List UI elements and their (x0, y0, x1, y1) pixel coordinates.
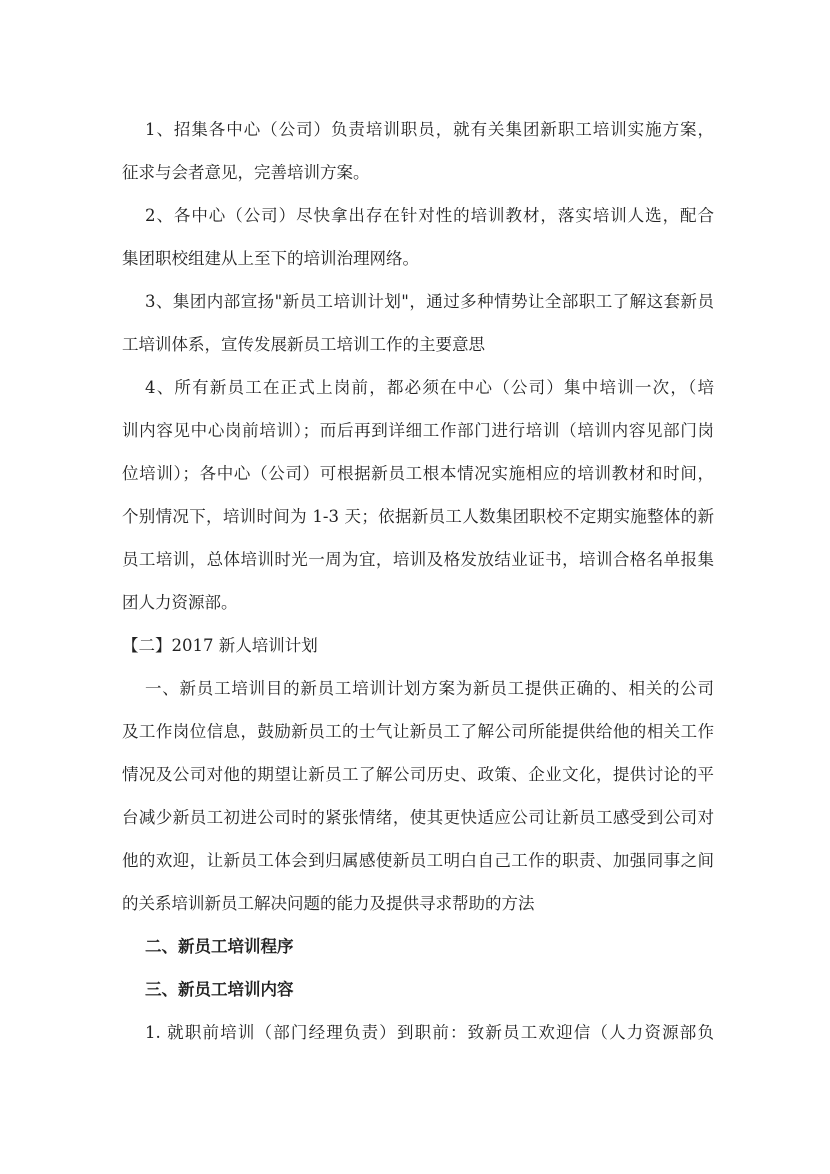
text-line: 【二】2017 新人培训计划 (122, 636, 318, 655)
text-line: 训内容见中心岗前培训）；而后再到详细工作部门进行培训（培训内容见部门岗 (122, 421, 714, 440)
text-line: 的关系培训新员工解决问题的能力及提供寻求帮助的方法 (122, 894, 535, 913)
text-line: 及工作岗位信息，鼓励新员工的士气让新员工了解公司所能提供给他的相关工作 (122, 722, 714, 741)
paragraph (122, 1011, 714, 1054)
text-line: 4、所有新员工在正式上岗前，都必须在中心（公司）集中培训一次，（培 (145, 378, 714, 397)
section-heading (122, 968, 714, 1011)
paragraph (122, 667, 714, 925)
text-line: 集团职校组建从上至下的培训治理网络。 (122, 249, 419, 268)
document-page (122, 108, 714, 1054)
text-line: 团人力资源部。 (122, 593, 238, 612)
paragraph (122, 194, 714, 280)
text-line: 3、集团内部宣扬"新员工培训计划"，通过多种情势让全部职工了解这套新员 (145, 292, 714, 311)
text-line: 1. 就职前培训（部门经理负责）到职前：致新员工欢迎信（人力资源部负 (145, 1023, 714, 1042)
text-line: 位培训）；各中心（公司）可根据新员工根本情况实施相应的培训教材和时间， (122, 464, 714, 483)
text-line: 一、新员工培训目的新员工培训计划方案为新员工提供正确的、相关的公司 (145, 679, 714, 698)
text-line: 二、新员工培训程序 (145, 937, 294, 956)
text-line: 三、新员工培训内容 (145, 980, 294, 999)
text-line: 个别情况下，培训时间为 1-3 天；依据新员工人数集团职校不定期实施整体的新 (122, 507, 714, 526)
text-line: 情况及公司对他的期望让新员工了解公司历史、政策、企业文化，提供讨论的平 (122, 765, 714, 784)
paragraph (122, 280, 714, 366)
text-line: 工培训体系，宣传发展新员工培训工作的主要意思 (122, 335, 485, 354)
text-line: 他的欢迎，让新员工体会到归属感使新员工明白自己工作的职责、加强同事之间 (122, 851, 714, 870)
text-line: 台减少新员工初进公司时的紧张情绪，使其更快适应公司让新员工感受到公司对 (122, 808, 714, 827)
section-title (122, 624, 714, 667)
text-line: 员工培训，总体培训时光一周为宜，培训及格发放结业证书，培训合格名单报集 (122, 550, 714, 569)
paragraph (122, 366, 714, 624)
text-line: 2、各中心（公司）尽快拿出存在针对性的培训教材，落实培训人选，配合 (145, 206, 714, 225)
text-line: 征求与会者意见，完善培训方案。 (122, 163, 370, 182)
section-heading (122, 925, 714, 968)
paragraph (122, 108, 714, 194)
text-line: 1、招集各中心（公司）负责培训职员，就有关集团新职工培训实施方案， (145, 120, 714, 139)
